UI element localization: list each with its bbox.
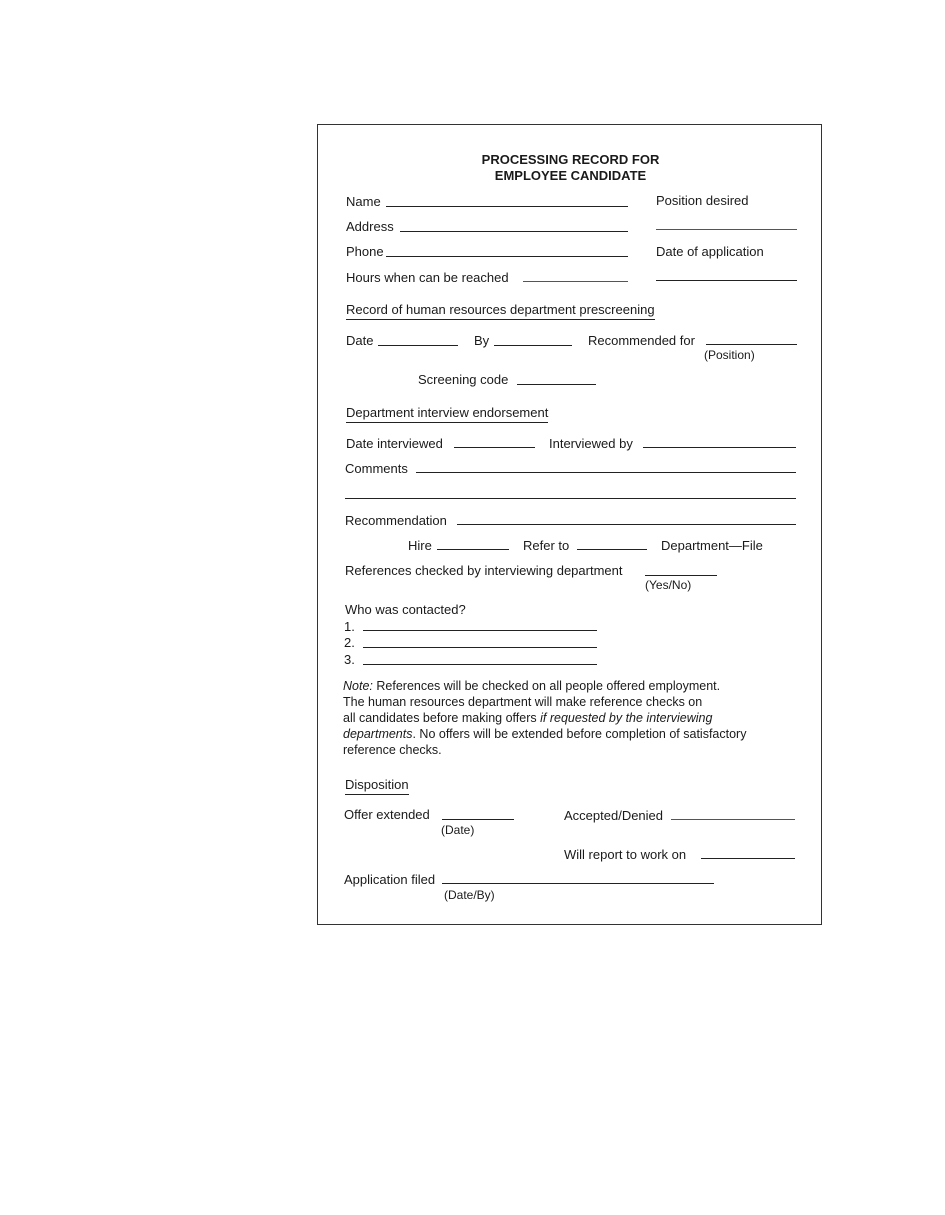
- note-line-1: [343, 678, 720, 694]
- prescreen-date-field[interactable]: [378, 345, 458, 346]
- refer-to-field[interactable]: [577, 549, 647, 550]
- comments-label: Comments: [345, 461, 408, 476]
- contact-field-2[interactable]: [363, 647, 597, 648]
- contact-number-3: 3.: [344, 652, 355, 667]
- application-filed-field[interactable]: [442, 883, 714, 884]
- prescreen-by-label: By: [474, 333, 490, 348]
- prescreening-heading: Record of human resources department prescreening: [346, 302, 655, 320]
- name-field[interactable]: [386, 206, 628, 207]
- offer-extended-label: Offer extended: [344, 807, 430, 822]
- address-field[interactable]: [400, 231, 628, 232]
- will-report-field[interactable]: [701, 858, 795, 859]
- phone-field[interactable]: [386, 256, 628, 257]
- contact-field-3[interactable]: [363, 664, 597, 665]
- form-title-line1: PROCESSING RECORD FOR: [481, 152, 660, 167]
- accepted-denied-label: Accepted/Denied: [564, 808, 664, 823]
- hire-label: Hire: [408, 538, 432, 553]
- date-of-application-field[interactable]: [656, 280, 797, 281]
- references-checked-field[interactable]: [645, 575, 717, 576]
- hours-field[interactable]: [523, 281, 628, 282]
- application-filed-label: Application filed: [344, 872, 436, 887]
- date-of-application-label: Date of application: [656, 244, 764, 259]
- screening-code-field[interactable]: [517, 384, 596, 385]
- comments-field-2[interactable]: [345, 498, 796, 499]
- recommended-for-field[interactable]: [706, 344, 797, 345]
- department-file-label: Department—File: [661, 538, 763, 553]
- offer-extended-field[interactable]: [442, 819, 514, 820]
- processing-record-form: [317, 124, 822, 925]
- disposition-heading: Disposition: [345, 777, 409, 795]
- position-desired-field[interactable]: [656, 229, 797, 230]
- contact-field-1[interactable]: [363, 630, 597, 631]
- name-label: Name: [346, 194, 381, 209]
- comments-field-1[interactable]: [416, 472, 796, 473]
- note-line-2: The human resources department will make reference checks on: [343, 695, 703, 709]
- note-text-3b: if requested by the interviewing: [540, 711, 713, 725]
- date-interviewed-label: Date interviewed: [346, 436, 443, 451]
- prescreen-by-field[interactable]: [494, 345, 572, 346]
- position-caption: (Position): [704, 348, 755, 362]
- note-line-3: [343, 710, 712, 726]
- note-text-4a: departments: [343, 727, 413, 741]
- date-by-caption: (Date/By): [444, 888, 495, 902]
- address-label: Address: [346, 219, 394, 234]
- phone-label: Phone: [346, 244, 384, 259]
- contact-number-1: 1.: [344, 619, 355, 634]
- will-report-label: Will report to work on: [564, 847, 687, 862]
- form-title-line2: EMPLOYEE CANDIDATE: [494, 168, 647, 183]
- contact-number-2: 2.: [344, 635, 355, 650]
- note-text-3a: all candidates before making offers: [343, 711, 541, 725]
- screening-code-label: Screening code: [418, 372, 509, 387]
- date-interviewed-field[interactable]: [454, 447, 535, 448]
- interview-heading: Department interview endorsement: [346, 405, 548, 423]
- yes-no-caption: (Yes/No): [645, 578, 692, 592]
- note-line-4: [343, 726, 746, 742]
- prescreen-date-label: Date: [346, 333, 374, 348]
- who-contacted-label: Who was contacted?: [345, 602, 466, 617]
- recommended-for-label: Recommended for: [588, 333, 695, 348]
- refer-to-label: Refer to: [523, 538, 570, 553]
- position-desired-label: Position desired: [656, 193, 749, 208]
- note-line-5: reference checks.: [343, 743, 442, 757]
- interviewed-by-field[interactable]: [643, 447, 796, 448]
- hire-field[interactable]: [437, 549, 509, 550]
- hours-label: Hours when can be reached: [346, 270, 509, 285]
- accepted-denied-field[interactable]: [671, 819, 795, 820]
- recommendation-label: Recommendation: [345, 513, 447, 528]
- offer-date-caption: (Date): [441, 823, 475, 837]
- interviewed-by-label: Interviewed by: [549, 436, 633, 451]
- recommendation-field[interactable]: [457, 524, 796, 525]
- note-text-1: References will be checked on all people offered employment.: [376, 679, 721, 693]
- note-label: Note:: [343, 679, 373, 693]
- note-text-4b: . No offers will be extended before completion of satisfactory: [412, 727, 747, 741]
- references-checked-label: References checked by interviewing department: [345, 563, 623, 578]
